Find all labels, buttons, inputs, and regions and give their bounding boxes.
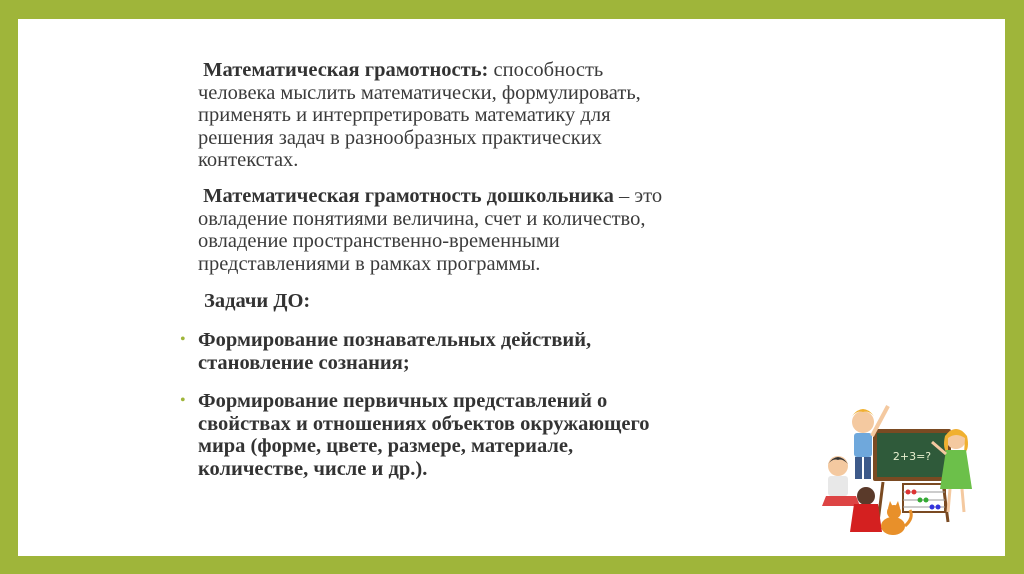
definition1-line5: контекстах.: [198, 149, 299, 171]
definition1-line4: решения задач в разнообразных практических: [198, 126, 602, 149]
definition-preschool-math-literacy: [198, 185, 758, 275]
bullet-icon: •: [180, 392, 186, 409]
bullet1-line2: становление сознания;: [198, 351, 410, 374]
definition1-line2: человека мыслить математически, формулировать,: [198, 81, 641, 104]
board-text: 2+3=?: [892, 450, 932, 463]
bullet-icon: •: [180, 331, 186, 348]
definition2-line2: овладение понятиями величина, счет и количество,: [198, 207, 646, 230]
definition-math-literacy: [198, 59, 758, 172]
term-math-literacy: Математическая грамотность:: [203, 59, 489, 81]
definition2-line1: – это: [613, 185, 663, 207]
abacus: [903, 484, 945, 512]
cat-figure: [881, 501, 911, 535]
definition2-line4: представлениями в рамках программы.: [198, 252, 541, 275]
bullet2-line1: Формирование первичных представлений о: [198, 390, 608, 412]
definition1-line1: способность: [488, 59, 604, 81]
sitting-boy-figure: [822, 456, 860, 506]
bullet-item-cognitive-actions: [180, 329, 718, 374]
bullet-item-primary-representations: [180, 390, 738, 480]
bullet2-line3: мира (форме, цвете, размере, материале,: [198, 435, 574, 457]
definition2-line3: овладение пространственно-временными: [198, 230, 560, 252]
definition1-line3: применять и интерпретировать математику для: [198, 104, 611, 126]
bullet1-line1: Формирование познавательных действий,: [198, 329, 592, 351]
slide: [18, 19, 1005, 556]
sitting-child-figure: [850, 487, 882, 532]
term-preschool-math-literacy: Математическая грамотность дошкольника: [203, 185, 614, 207]
bullet2-line4: количестве, числе и др.).: [198, 457, 428, 480]
bullet2-line2: свойствах и отношениях объектов окружающего: [198, 412, 650, 435]
children-at-chalkboard-illustration: [808, 394, 978, 544]
tasks-heading: Задачи ДО:: [204, 290, 311, 312]
